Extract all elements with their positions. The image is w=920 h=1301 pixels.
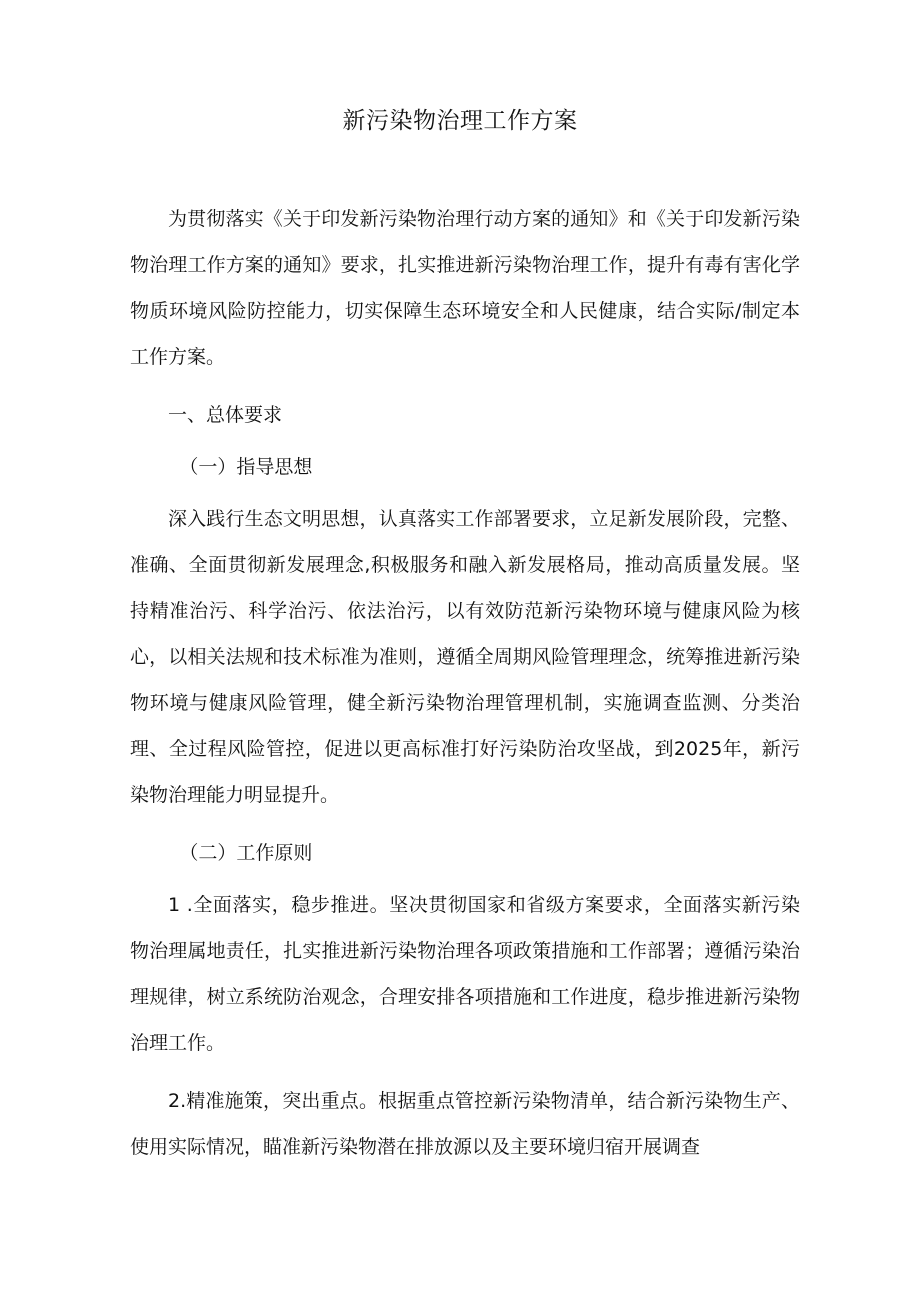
subsection-heading-guiding-ideology: （一）指导思想 — [179, 456, 313, 478]
guiding-ideology-paragraph: 深入践行生态文明思想，认真落实工作部署要求，立足新发展阶段，完整、准确、全面贯彻新发展理念,积极服务和融入新发展格局，推动高质量发展。坚持精准治污、科学治污、依法治污，以有效防范新污染物环境与健康风险为核心，以相关法规和技术标准为准则，遵循全周期风险管理理念，统筹推进新污染物环境与健康风险管理，健全新污染物治理管理机制，实施调查监测、分类治理、全过程风险管控，促进以更高标准打好污染防治攻坚战，到2025年，新污染物治理能力明显提升。 — [130, 508, 800, 806]
document-title: 新污染物治理工作方案 — [342, 108, 578, 134]
principle-2-paragraph: 2.精准施策，突出重点。根据重点管控新污染物清单，结合新污染物生产、使用实际情况，瞄准新污染物潜在排放源以及主要环境归宿开展调查 — [130, 1090, 800, 1158]
section-heading-general-requirements: 一、总体要求 — [168, 404, 283, 426]
document-body — [130, 196, 800, 1182]
intro-paragraph: 为贯彻落实《关于印发新污染物治理行动方案的通知》和《关于印发新污染物治理工作方案的通知》要求，扎实推进新污染物治理工作，提升有毒有害化学物质环境风险防控能力，切实保障生态环境安全和人民健康，结合实际/制定本工作方案。 — [130, 208, 800, 368]
principle-1-paragraph: 1 .全面落实，稳步推进。坚决贯彻国家和省级方案要求，全面落实新污染物治理属地责任，扎实推进新污染物治理各项政策措施和工作部署；遵循污染治理规律，树立系统防治观念，合理安排各项措施和工作进度，稳步推进新污染物治理工作。 — [130, 894, 800, 1054]
subsection-heading-work-principles: （二）工作原则 — [179, 842, 313, 864]
